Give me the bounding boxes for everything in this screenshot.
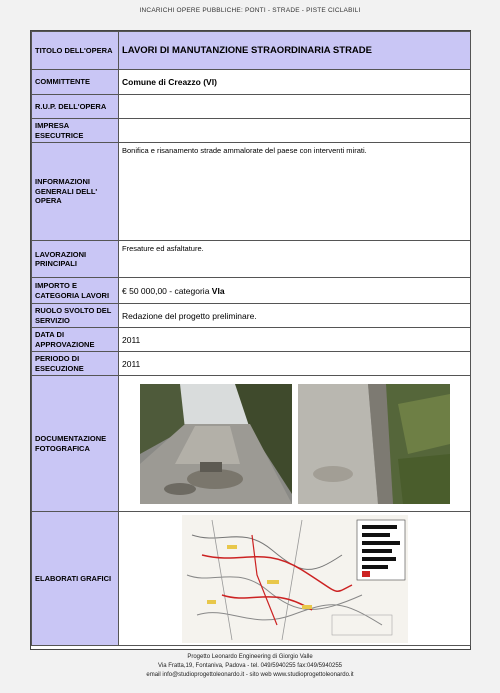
row-elaborati [32, 512, 471, 646]
row-importo [32, 278, 471, 304]
value-ruolo: Redazione del progetto preliminare. [119, 304, 471, 328]
importo-category: VIa [211, 285, 225, 296]
project-sheet [30, 30, 471, 650]
page-footer [0, 653, 500, 680]
label-periodo: PERIODO DI ESECUZIONE [32, 352, 119, 376]
row-ruolo [32, 304, 471, 328]
row-documentazione [32, 376, 471, 512]
project-table [31, 31, 471, 646]
road-photo-2 [298, 384, 450, 504]
label-importo: IMPORTO E CATEGORIA LAVORI [32, 278, 119, 304]
value-impresa [119, 119, 471, 143]
value-informazioni: Bonifica e risanamento strade ammalorate del paese con interventi mirati. [119, 143, 471, 241]
page-header: INCARICHI OPERE PUBBLICHE: PONTI - STRADE - PISTE CICLABILI [139, 7, 361, 14]
footer-address: Via Fratta,19, Fontaniva, Padova - tel. 049/5940255 fax:049/5940255 [157, 663, 343, 669]
row-periodo [32, 352, 471, 376]
label-lavorazioni: LAVORAZIONI PRINCIPALI [32, 241, 119, 278]
road-photo-1 [140, 384, 292, 504]
value-committente: Comune di Creazzo (VI) [119, 70, 471, 95]
label-ruolo: RUOLO SVOLTO DEL SERVIZIO [32, 304, 119, 328]
value-data: 2011 [119, 328, 471, 352]
value-importo [119, 278, 471, 304]
site-plan-image [182, 515, 408, 643]
label-committente: COMMITTENTE [32, 70, 119, 95]
value-lavorazioni: Fresature ed asfaltature. [119, 241, 471, 278]
footer-company: Progetto Leonardo Engineering di Giorgio Valle [187, 654, 313, 660]
label-rup: R.U.P. DELL'OPERA [32, 95, 119, 119]
label-elaborati: ELABORATI GRAFICI [32, 512, 119, 646]
value-periodo: 2011 [119, 352, 471, 376]
label-informazioni: INFORMAZIONI GENERALI DELL' OPERA [32, 143, 119, 241]
row-informazioni [32, 143, 471, 241]
label-data: DATA DI APPROVAZIONE [32, 328, 119, 352]
road-photo-1-image [140, 384, 292, 504]
photo-gallery [122, 384, 467, 504]
value-rup [119, 95, 471, 119]
site-plan-drawing [182, 515, 408, 643]
value-documentazione [119, 376, 471, 512]
road-photo-2-image [298, 384, 450, 504]
importo-amount: € 50 000,00 - categoria [122, 285, 212, 296]
label-titolo: TITOLO DELL'OPERA [32, 32, 119, 70]
row-titolo [32, 32, 471, 70]
label-documentazione: DOCUMENTAZIONE FOTOGRAFICA [32, 376, 119, 512]
label-impresa: IMPRESA ESECUTRICE [32, 119, 119, 143]
row-committente [32, 70, 471, 95]
row-data [32, 328, 471, 352]
value-titolo: LAVORI DI MANUTANZIONE STRAORDINARIA STRADE [119, 32, 471, 70]
row-lavorazioni [32, 241, 471, 278]
row-impresa [32, 119, 471, 143]
value-elaborati [119, 512, 471, 646]
footer-contacts: email info@studioprogettoleonardo.it - sito web www.studioprogettoleonardo.it [146, 672, 354, 678]
row-rup [32, 95, 471, 119]
